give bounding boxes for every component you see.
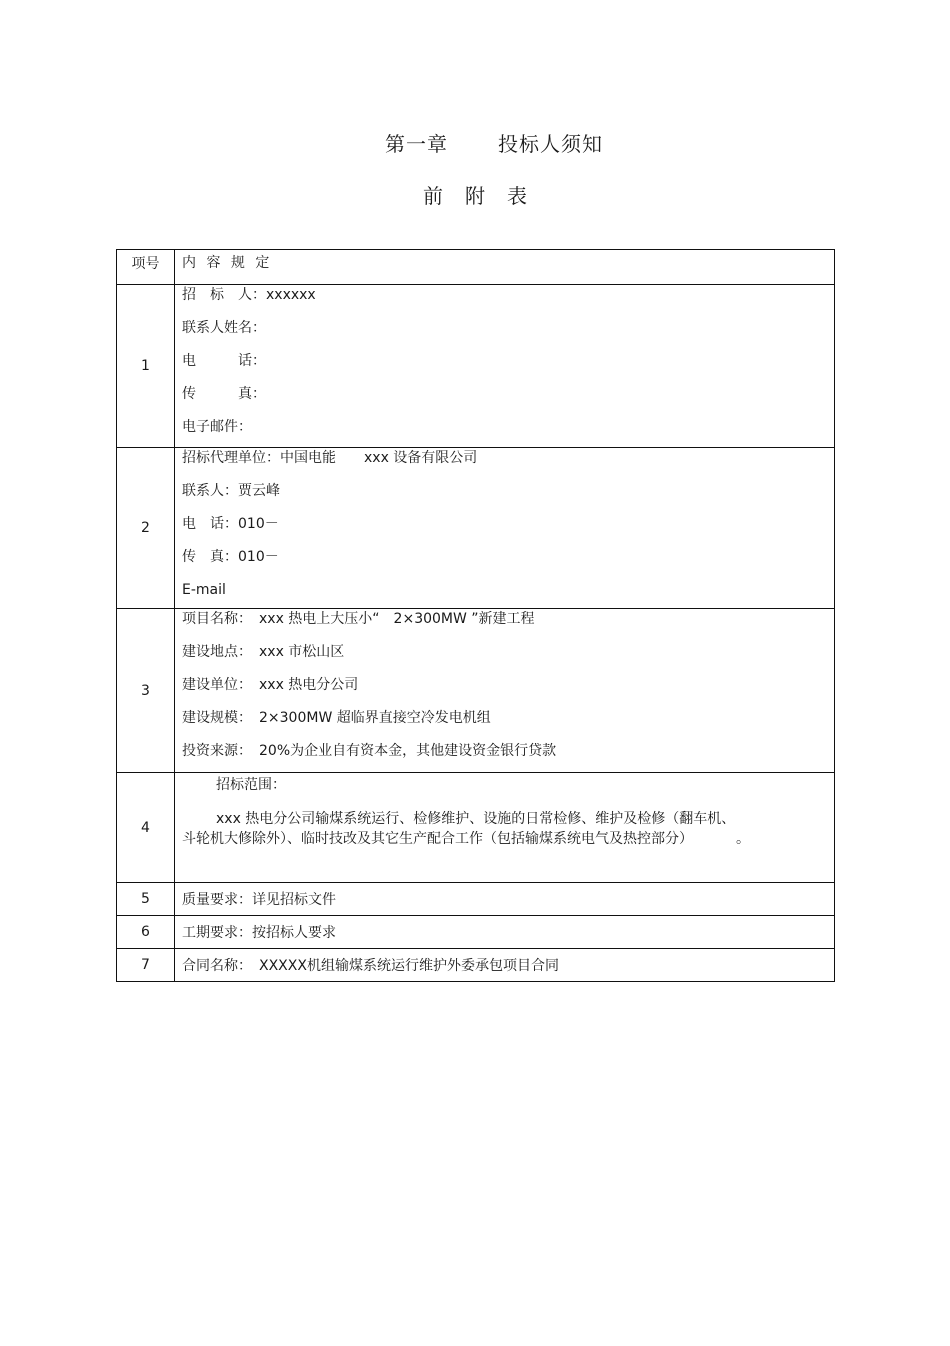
header-content-label: 内 容 规 定 [182,255,273,271]
scope-end-mark: 。 [736,831,750,847]
scope-line-2-text: 斗轮机大修除外）、临时技改及其它生产配合工作（包括输煤系统电气及热控部分） [182,831,686,847]
row-no: 7 [117,949,175,982]
row-no: 5 [117,883,175,916]
subheading-char: 表 [507,184,527,208]
chapter-heading [0,128,950,157]
table-row [117,285,835,448]
row-content [175,448,835,609]
row-content [175,773,835,883]
chapter-title: 投标人须知 [498,132,603,156]
header-content [175,250,835,285]
row-no: 3 [117,609,175,773]
cell-line: 传 真：010－ [182,549,279,565]
row-content: 合同名称： XXXXX机组输煤系统运行维护外委承包项目合同 [175,949,835,982]
row-content [175,609,835,773]
cell-line: 电 话： [182,353,266,369]
header-no: 项号 [117,250,175,285]
table-row [117,949,835,982]
table-row [117,773,835,883]
scope-line-1: xxx 热电分公司输煤系统运行、检修维护、设施的日常检修、维护及检修（翻车机、 [216,811,736,827]
cell-line: 招标代理单位：中国电能 xxx 设备有限公司 [182,450,478,466]
cell-line: E-mail [182,582,226,598]
table-row [117,916,835,949]
table-header-row [117,250,835,285]
row-no: 6 [117,916,175,949]
cell-line: 建设规模： 2×300MW 超临界直接空冷发电机组 [182,710,491,726]
subheading-char: 前 [423,184,443,208]
cell-line: 招 标 人：xxxxxx [182,287,316,303]
row-content: 质量要求：详见招标文件 [175,883,835,916]
row-no: 1 [117,285,175,448]
table-row [117,883,835,916]
subheading-char: 附 [465,184,485,208]
cell-line: 建设单位： xxx 热电分公司 [182,677,359,693]
subheading [0,180,950,209]
cell-line: 联系人姓名： [182,320,266,336]
chapter-number: 第一章 [385,132,448,156]
row-content: 工期要求：按招标人要求 [175,916,835,949]
table-row [117,609,835,773]
cell-line: 电 话：010－ [182,516,279,532]
row-no: 4 [117,773,175,883]
appendix-table [116,249,835,982]
cell-line: 项目名称： xxx 热电上大压小“ 2×300MW ”新建工程 [182,611,535,627]
cell-line: 电子邮件： [182,419,252,435]
cell-line: 传 真： [182,386,266,402]
row-no: 2 [117,448,175,609]
cell-line: 建设地点： xxx 市松山区 [182,644,345,660]
cell-line: 联系人：贾云峰 [182,483,280,499]
table-row [117,448,835,609]
row-content [175,285,835,448]
scope-line-2 [182,829,834,849]
cell-line: 投资来源： 20%为企业自有资本金，其他建设资金银行贷款 [182,743,557,759]
scope-label: 招标范围： [216,777,286,793]
